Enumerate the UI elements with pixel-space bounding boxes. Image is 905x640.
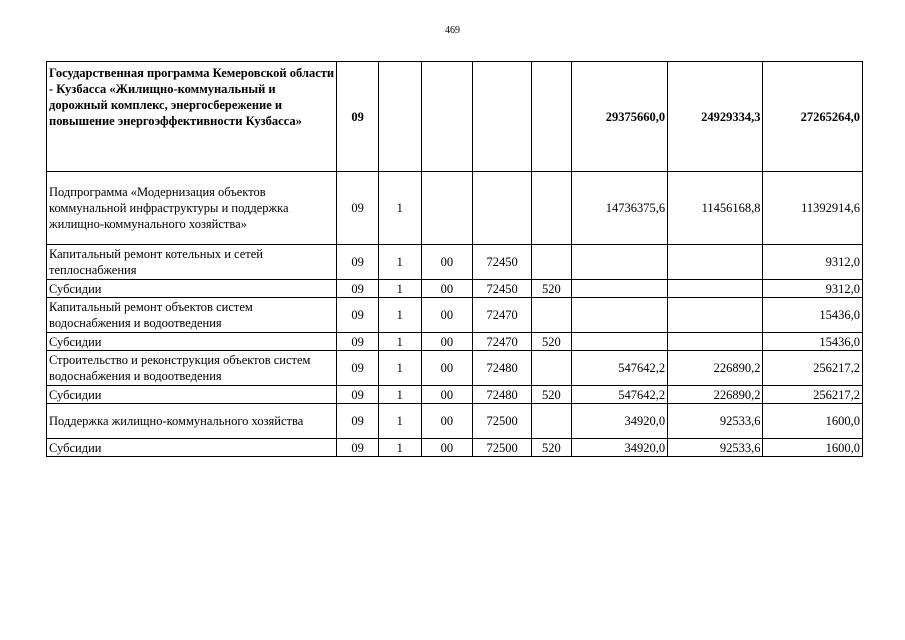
section-code-cell: 09	[337, 439, 379, 457]
amount-2021-cell: 226890,2	[668, 351, 763, 386]
kind-code-cell	[532, 62, 572, 172]
program-name-cell: Государственная программа Кемеровской области - Кузбасса «Жилищно-коммунальный и дорожный комплекс, энергосбережение и повышение энергоэффективности Кузбасса»	[47, 62, 337, 172]
subprogram-code-cell: 1	[378, 245, 421, 280]
kind-code-cell	[532, 351, 572, 386]
amount-2020-cell: 34920,0	[571, 404, 667, 439]
subprogram-code-cell: 1	[378, 333, 421, 351]
item-name-cell: Субсидии	[47, 439, 337, 457]
amount-2022-cell: 11392914,6	[763, 172, 863, 245]
kind-code-cell: 520	[532, 386, 572, 404]
amount-2021-cell: 11456168,8	[668, 172, 763, 245]
table-row-program	[47, 62, 863, 172]
expense-code-cell	[473, 62, 532, 172]
amount-2022-cell: 15436,0	[763, 333, 863, 351]
item-name-cell: Субсидии	[47, 280, 337, 298]
direction-code-cell: 00	[421, 386, 473, 404]
expense-code-cell: 72450	[473, 280, 532, 298]
amount-2022-cell: 1600,0	[763, 439, 863, 457]
amount-2020-cell: 14736375,6	[571, 172, 667, 245]
item-name-cell: Строительство и реконструкция объектов систем водоснабжения и водоотведения	[47, 351, 337, 386]
direction-code-cell: 00	[421, 439, 473, 457]
item-name-cell: Капитальный ремонт котельных и сетей теплоснабжения	[47, 245, 337, 280]
section-code-cell: 09	[337, 298, 379, 333]
item-name-cell: Поддержка жилищно-коммунального хозяйства	[47, 404, 337, 439]
section-code-cell: 09	[337, 62, 379, 172]
amount-2022-cell: 9312,0	[763, 245, 863, 280]
kind-code-cell: 520	[532, 280, 572, 298]
amount-2021-cell: 226890,2	[668, 386, 763, 404]
amount-2020-cell: 34920,0	[571, 439, 667, 457]
amount-2020-cell: 547642,2	[571, 351, 667, 386]
expense-code-cell: 72480	[473, 351, 532, 386]
expense-code-cell: 72480	[473, 386, 532, 404]
table-row	[47, 333, 863, 351]
section-code-cell: 09	[337, 333, 379, 351]
kind-code-cell	[532, 404, 572, 439]
subprogram-code-cell: 1	[378, 280, 421, 298]
amount-2022-cell: 1600,0	[763, 404, 863, 439]
kind-code-cell: 520	[532, 333, 572, 351]
direction-code-cell: 00	[421, 333, 473, 351]
amount-2020-cell	[571, 298, 667, 333]
direction-code-cell: 00	[421, 245, 473, 280]
amount-2021-cell	[668, 333, 763, 351]
amount-2022-cell: 256217,2	[763, 351, 863, 386]
table-row	[47, 298, 863, 333]
amount-2021-cell: 92533,6	[668, 404, 763, 439]
kind-code-cell: 520	[532, 439, 572, 457]
amount-2020-cell: 547642,2	[571, 386, 667, 404]
direction-code-cell: 00	[421, 280, 473, 298]
section-code-cell: 09	[337, 386, 379, 404]
expense-code-cell: 72500	[473, 439, 532, 457]
direction-code-cell: 00	[421, 404, 473, 439]
amount-2021-cell	[668, 298, 763, 333]
amount-2020-cell	[571, 280, 667, 298]
subprogram-code-cell: 1	[378, 298, 421, 333]
expense-code-cell: 72470	[473, 298, 532, 333]
section-code-cell: 09	[337, 172, 379, 245]
table-row	[47, 404, 863, 439]
table-row	[47, 351, 863, 386]
kind-code-cell	[532, 245, 572, 280]
section-code-cell: 09	[337, 280, 379, 298]
amount-2020-cell	[571, 245, 667, 280]
expense-code-cell	[473, 172, 532, 245]
section-code-cell: 09	[337, 351, 379, 386]
section-code-cell: 09	[337, 245, 379, 280]
amount-2021-cell: 92533,6	[668, 439, 763, 457]
direction-code-cell	[421, 172, 473, 245]
table-row-subprogram	[47, 172, 863, 245]
subprogram-code-cell: 1	[378, 351, 421, 386]
table-row	[47, 280, 863, 298]
amount-2022-cell: 15436,0	[763, 298, 863, 333]
subprogram-code-cell: 1	[378, 404, 421, 439]
expense-code-cell: 72450	[473, 245, 532, 280]
direction-code-cell: 00	[421, 298, 473, 333]
section-code-cell: 09	[337, 404, 379, 439]
amount-2021-cell	[668, 245, 763, 280]
subprogram-code-cell: 1	[378, 439, 421, 457]
item-name-cell: Субсидии	[47, 386, 337, 404]
budget-table	[46, 61, 863, 457]
amount-2022-cell: 9312,0	[763, 280, 863, 298]
item-name-cell: Капитальный ремонт объектов систем водоснабжения и водоотведения	[47, 298, 337, 333]
expense-code-cell: 72500	[473, 404, 532, 439]
direction-code-cell: 00	[421, 351, 473, 386]
direction-code-cell	[421, 62, 473, 172]
amount-2020-cell: 29375660,0	[571, 62, 667, 172]
subprogram-code-cell	[378, 62, 421, 172]
amount-2020-cell	[571, 333, 667, 351]
page-number: 469	[445, 25, 460, 36]
kind-code-cell	[532, 172, 572, 245]
kind-code-cell	[532, 298, 572, 333]
amount-2022-cell: 256217,2	[763, 386, 863, 404]
amount-2021-cell: 24929334,3	[668, 62, 763, 172]
subprogram-code-cell: 1	[378, 172, 421, 245]
item-name-cell: Субсидии	[47, 333, 337, 351]
subprogram-name-cell: Подпрограмма «Модернизация объектов коммунальной инфраструктуры и поддержка жилищно-коммунального хозяйства»	[47, 172, 337, 245]
table-row	[47, 439, 863, 457]
subprogram-code-cell: 1	[378, 386, 421, 404]
expense-code-cell: 72470	[473, 333, 532, 351]
table-row	[47, 245, 863, 280]
amount-2022-cell: 27265264,0	[763, 62, 863, 172]
amount-2021-cell	[668, 280, 763, 298]
table-row	[47, 386, 863, 404]
